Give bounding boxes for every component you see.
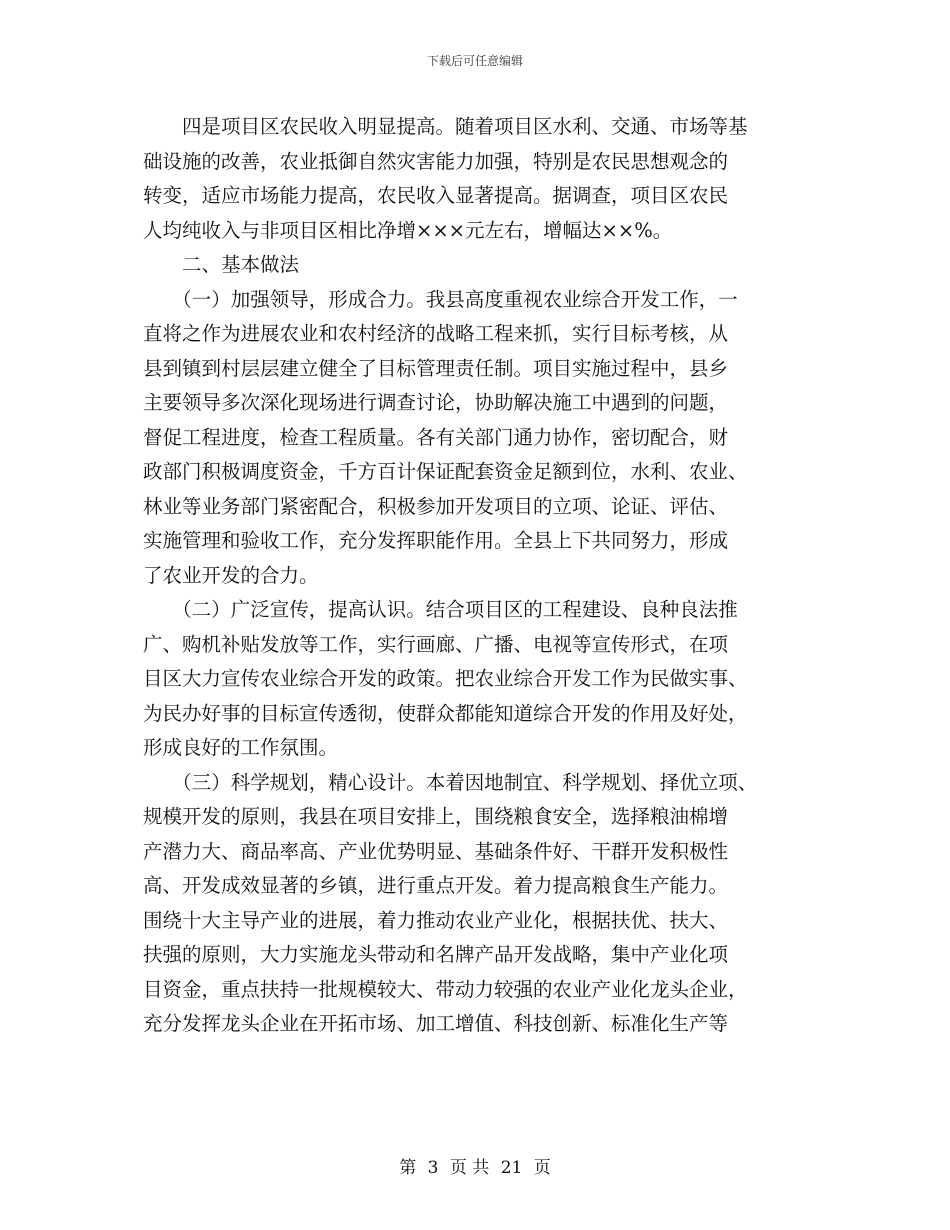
body-line: 产潜力大、商品率高、产业优势明显、基础条件好、干群开发积极性 (143, 839, 729, 863)
body-line: 督促工程进度，检查工程质量。各有关部门通力协作，密切配合，财 (143, 425, 729, 449)
body-line: 转变，适应市场能力提高，农民收入显著提高。据调查，项目区农民 (143, 184, 729, 207)
footer-total-pages: 21 (500, 1158, 523, 1178)
footer-prefix: 第 (399, 1158, 417, 1178)
footer-current-page: 3 (427, 1158, 439, 1178)
body-line: 人均纯收入与非项目区相比净增×××元左右，增幅达××%。 (143, 218, 673, 242)
page-footer (0, 1153, 950, 1178)
body-line: 实施管理和验收工作，充分发挥职能作用。全县上下共同努力，形成 (143, 529, 729, 552)
page-header-note: 下载后可任意编辑 (426, 54, 523, 68)
body-line: （一）加强领导，形成合力。我县高度重视农业综合开发工作，一 (143, 287, 738, 311)
body-line: 规模开发的原则，我县在项目安排上，围绕粮食安全，选择粮油棉增 (143, 805, 729, 828)
body-line: 县到镇到村层层建立健全了目标管理责任制。项目实施过程中，县乡 (143, 356, 729, 380)
body-line: 为民办好事的目标宣传透彻，使群众都能知道综合开发的作用及好处， (143, 701, 748, 725)
body-line: 四是项目区农民收入明显提高。随着项目区水利、交通、市场等基 (143, 115, 748, 138)
section-heading: 二、基本做法 (143, 253, 300, 276)
body-line: （二）广泛宣传，提高认识。结合项目区的工程建设、良种良法推 (143, 598, 738, 621)
body-line: 主要领导多次深化现场进行调查讨论，协助解决施工中遇到的问题， (143, 391, 729, 414)
footer-suffix: 页 (533, 1158, 551, 1178)
body-line: 目区大力宣传农业综合开发的政策。把农业综合开发工作为民做实事、 (143, 667, 748, 690)
body-line: 了农业开发的合力。 (143, 563, 319, 587)
body-line: 广、购机补贴发放等工作，实行画廊、广播、电视等宣传形式，在项 (143, 632, 729, 656)
body-line: 扶强的原则，大力实施龙头带动和名牌产品开发战略，集中产业化项 (143, 943, 729, 966)
body-line: 直将之作为进展农业和农村经济的战略工程来抓，实行目标考核，从 (143, 322, 729, 345)
document-body (143, 110, 813, 1042)
body-line: 政部门积极调度资金，千方百计保证配套资金足额到位，水利、农业、 (143, 460, 748, 483)
body-line: 充分发挥龙头企业在开拓市场、加工增值、科技创新、标准化生产等 (143, 1012, 729, 1035)
body-line: 林业等业务部门紧密配合，积极参加开发项目的立项、论证、评估、 (143, 494, 729, 518)
body-line: 高、开发成效显著的乡镇，进行重点开发。着力提高粮食生产能力。 (143, 874, 729, 897)
body-line: 形成良好的工作氛围。 (143, 736, 339, 759)
body-line: 围绕十大主导产业的进展，着力推动农业产业化，根据扶优、扶大、 (143, 908, 729, 932)
body-line: 目资金，重点扶持一批规模较大、带动力较强的农业产业化龙头企业， (143, 977, 748, 1001)
body-line: 础设施的改善，农业抵御自然灾害能力加强，特别是农民思想观念的 (143, 149, 729, 173)
body-line: （三）科学规划，精心设计。本着因地制宜、科学规划、择优立项、 (143, 770, 758, 794)
footer-middle: 页 共 (449, 1158, 490, 1178)
